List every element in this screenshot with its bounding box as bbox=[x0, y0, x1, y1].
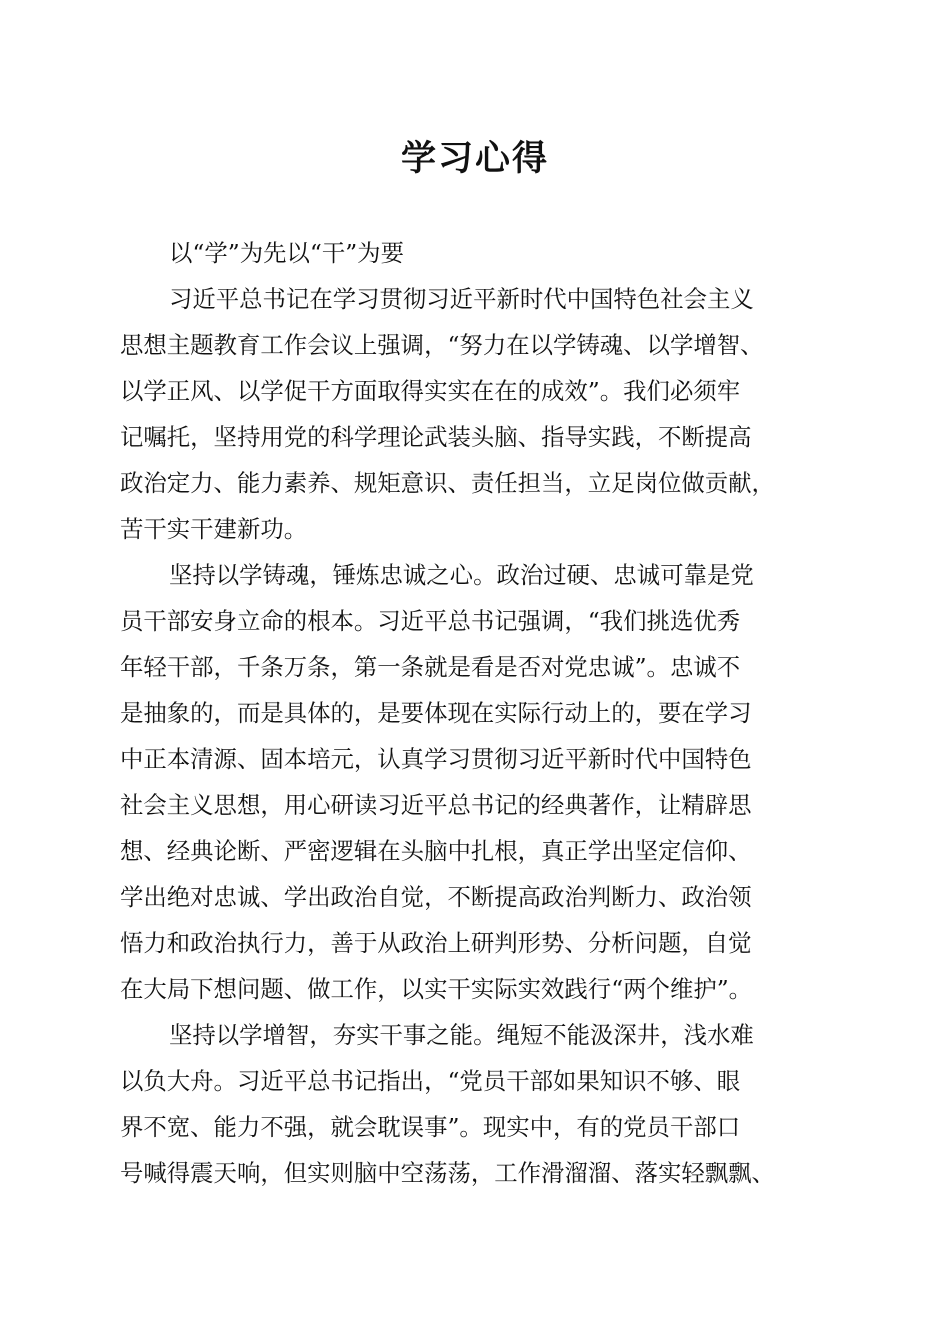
paragraph-2-line-3: 年轻干部，千条万条，第一条就是看是否对党忠诚”。忠诚不 bbox=[120, 653, 741, 681]
paragraph-1-line-2: 思想主题教育工作会议上强调，“努力在以学铸魂、以学增智、 bbox=[120, 331, 764, 359]
paragraph-1-line-4: 记嘱托，坚持用党的科学理论武装头脑、指导实践，不断提高 bbox=[120, 423, 752, 451]
paragraph-2-line-6: 社会主义思想，用心研读习近平总书记的经典著作，让精辟思 bbox=[120, 791, 752, 819]
paragraph-2-line-7: 想、经典论断、严密逻辑在头脑中扎根，真正学出坚定信仰、 bbox=[120, 837, 752, 865]
paragraph-2-line-2: 员干部安身立命的根本。习近平总书记强调，“我们挑选优秀 bbox=[120, 607, 741, 635]
paragraph-2-line-1: 坚持以学铸魂，锤炼忠诚之心。政治过硬、忠诚可靠是党 bbox=[169, 561, 754, 589]
paragraph-1-line-6: 苦干实干建新功。 bbox=[120, 515, 308, 543]
document-body bbox=[120, 230, 836, 1196]
section-subtitle: 以“学”为先以“干”为要 bbox=[169, 239, 404, 267]
paragraph-2-line-10: 在大局下想问题、做工作，以实干实际实效践行“两个维护”。 bbox=[120, 975, 753, 1003]
paragraph-3-line-1: 坚持以学增智，夯实干事之能。绳短不能汲深井，浅水难 bbox=[169, 1021, 754, 1049]
paragraph-3-line-4: 号喊得震天响，但实则脑中空荡荡，工作滑溜溜、落实轻飘飘、 bbox=[120, 1159, 775, 1187]
paragraph-1-line-5: 政治定力、能力素养、规矩意识、责任担当，立足岗位做贡献， bbox=[120, 469, 775, 497]
document-title: 学习心得 bbox=[400, 138, 549, 179]
paragraph-2-line-4: 是抽象的，而是具体的，是要体现在实际行动上的，要在学习 bbox=[120, 699, 752, 727]
paragraph-1-line-1: 习近平总书记在学习贯彻习近平新时代中国特色社会主义 bbox=[169, 285, 754, 313]
paragraph-3-line-3: 界不宽、能力不强，就会耽误事”。现实中，有的党员干部口 bbox=[120, 1113, 741, 1141]
paragraph-2-line-9: 悟力和政治执行力，善于从政治上研判形势、分析问题，自觉 bbox=[120, 929, 752, 957]
paragraph-3-line-2: 以负大舟。习近平总书记指出，“党员干部如果知识不够、眼 bbox=[120, 1067, 741, 1095]
paragraph-2-line-8: 学出绝对忠诚、学出政治自觉，不断提高政治判断力、政治领 bbox=[120, 883, 752, 911]
paragraph-2-line-5: 中正本清源、固本培元，认真学习贯彻习近平新时代中国特色 bbox=[120, 745, 752, 773]
paragraph-1-line-3: 以学正风、以学促干方面取得实实在在的成效”。我们必须牢 bbox=[120, 377, 741, 405]
